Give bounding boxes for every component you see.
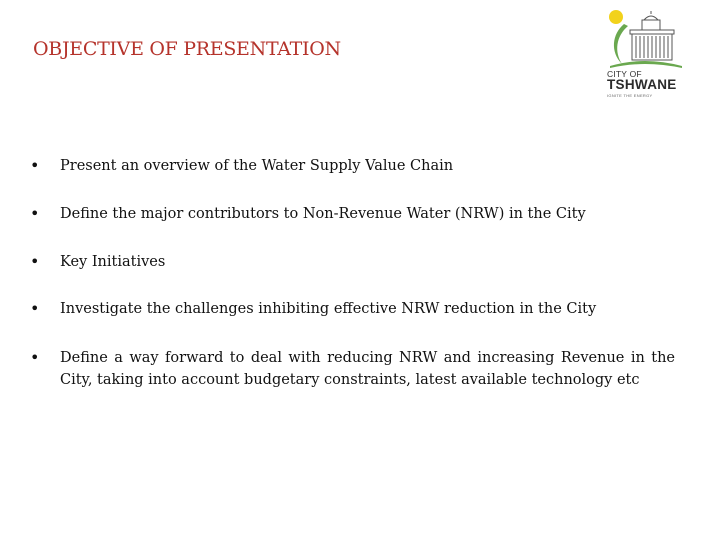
swoosh-icon (614, 24, 628, 64)
bullet-text: Key Initiatives (60, 254, 166, 270)
logo-tagline: IGNITE THE ENERGY (607, 93, 653, 98)
bullet-icon: • (30, 156, 40, 175)
bullet-text: Present an overview of the Water Supply Value Chain (60, 158, 454, 174)
sun-icon (609, 10, 623, 24)
list-item (30, 251, 675, 273)
bullet-icon: • (30, 348, 40, 367)
bullet-text: Define a way forward to deal with reducing NRW and increasing Revenue in the City, taking into account budgetary constraints, latest available technology etc (60, 350, 675, 388)
bullet-text: Define the major contributors to Non-Revenue Water (NRW) in the City (60, 206, 586, 222)
list-item (30, 203, 675, 225)
building-icon (630, 11, 674, 60)
list-item (30, 298, 675, 320)
bullet-text: Investigate the challenges inhibiting effective NRW reduction in the City (60, 301, 597, 317)
city-of-tshwane-logo (604, 8, 684, 102)
logo-city-of: CITY OF (607, 69, 642, 79)
bullet-icon: • (30, 299, 40, 318)
list-item (30, 347, 675, 391)
bullet-icon: • (30, 204, 40, 223)
bullet-icon: • (30, 252, 40, 271)
logo-name: TSHWANE (607, 77, 677, 92)
list-item (30, 155, 675, 177)
logo-emblem (604, 8, 684, 70)
slide-title: OBJECTIVE OF PRESENTATION (33, 38, 341, 60)
